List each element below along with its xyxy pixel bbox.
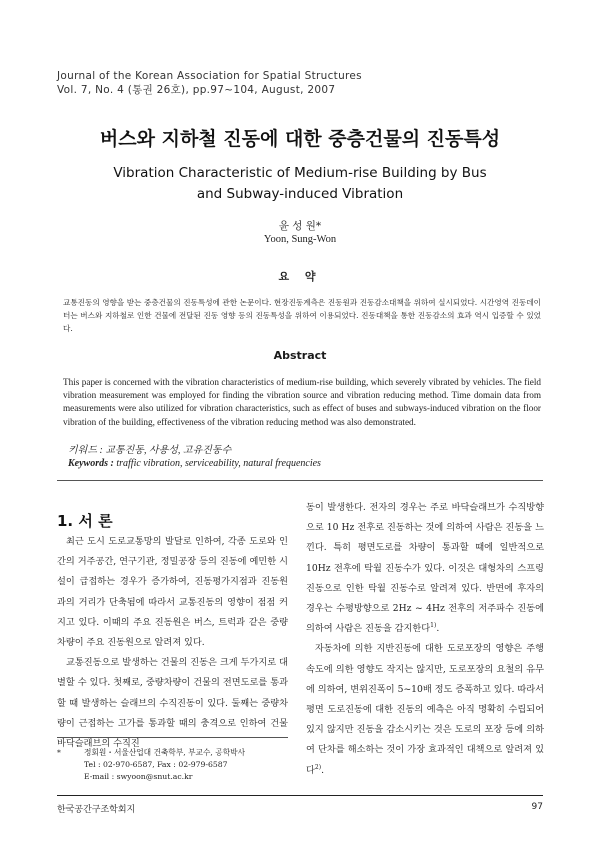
left-column xyxy=(57,532,288,754)
page-number: 97 xyxy=(531,802,543,812)
title-english-line1: Vibration Characteristic of Medium-rise Building by Bus xyxy=(113,165,487,181)
author-english: Yoon, Sung-Won xyxy=(263,234,337,245)
keywords-divider xyxy=(57,480,543,481)
right-paragraph-2 xyxy=(306,639,544,780)
journal-volume-info: Vol. 7, No. 4 (통권 26호), pp.97~104, August, 2007 xyxy=(57,84,336,96)
right-paragraph-2-end: . xyxy=(321,764,324,776)
keywords-english-values: traffic vibration, serviceability, natural frequencies xyxy=(116,458,321,469)
footnote-phone: Tel : 02-970-6587, Fax : 02-979-6587 xyxy=(84,759,228,769)
left-paragraph-1: 최근 도시 도로교통망의 발달로 인하여, 각종 도로와 인간의 거주공간, 연구기관, 정밀공장 등의 진동에 예민한 시설이 급접하는 경우가 증가하여, 진동평가지점과 진동원 과의 거리가 단축됨에 따라서 교통진동의 영향이 점점 커지고 있다. 이때의 주요 진동원은 버스, 트럭과 같은 중량차량이 주요 진동원으로 알려져 있다. xyxy=(57,536,288,649)
abstract-korean-text: 교통진동의 영향을 받는 중층건물의 진동특성에 관한 논문이다. 현장진동계측은 진동원과 진동감소대책을 위하여 실시되었다. 시간영역 진동데이터는 버스와 지하철로 인한 건물에 전달된 진동 영향 등의 진동특성을 위하여 이용되었다. 진동대책을 통한 진동감소의 효과 역시 입증할 수 있었다. xyxy=(63,298,541,333)
reference-marker-1: 1) xyxy=(430,622,437,630)
left-paragraph-2: 교통진동으로 발생하는 건물의 진동은 크게 두가지로 대별할 수 있다. 첫째로, 중량차량이 건물의 전면도로를 통과할 때 발생하는 슬래브의 수직진동이 있다. 둘째는 중량차량이 근접하는 고가를 통과할 때의 충격으로 인하여 건물바닥슬래브의 수직진 xyxy=(57,657,288,750)
footnote-affiliation: 정회원・서울산업대 건축학부, 부교수, 공학박사 xyxy=(84,748,246,757)
right-paragraph-1-end: . xyxy=(436,623,440,635)
abstract-english-text: This paper is concerned with the vibration characteristics of medium-rise building, which severely vibrated by vehicles. The field vibration measurement was employed for finding the vibration source and vibration reducing method. Time domain data from measurements were also utilized for vibration characteristics, such as effect of buses and subways-induced vibration on the floor vibration of the building, effectiveness of the vibration reducing method was also demonstrated. xyxy=(63,377,541,427)
title-english-line2: and Subway-induced Vibration xyxy=(196,186,404,202)
keywords-korean-values: 교통진동, 사용성, 고유진동수 xyxy=(105,445,232,456)
abstract-korean-heading: 요 약 xyxy=(278,270,322,283)
footnote-marker: * xyxy=(57,748,61,757)
right-paragraph-2-text: 자동차에 의한 지반진동에 대한 도로포장의 영향은 주행속도에 의한 영향도 작지는 않지만, 도로포장의 요철의 유무에 의하여, 변위진폭이 5~10배 정도 증폭하고 있다. 따라서 평면 도로진동에 대한 진동의 예측은 아직 명확히 수립되어 있지 않지만 진동을 감소시키는 것은 도로의 포장 등에 의하여 단차를 해소하는 것이 가장 효과적인 대책으로 알려져 있다 xyxy=(306,643,544,776)
right-column xyxy=(306,498,544,781)
footnote-divider xyxy=(57,737,288,738)
footnote-email: E-mail : swyoon@snut.ac.kr xyxy=(84,771,193,781)
journal-header xyxy=(57,69,362,97)
section-1-heading: 1. 서 론 xyxy=(57,512,113,530)
keywords-english-label: Keywords : xyxy=(68,458,114,469)
keywords-english xyxy=(68,458,321,469)
footnote-lines xyxy=(84,747,245,782)
title-korean: 버스와 지하철 진동에 대한 중층건물의 진동특성 xyxy=(99,128,501,150)
author-korean: 윤 성 원* xyxy=(278,220,322,232)
footer-divider xyxy=(57,795,543,796)
footer-journal-name: 한국공간구조학회지 xyxy=(57,805,136,815)
abstract-english-heading: Abstract xyxy=(273,349,327,362)
right-paragraph-1 xyxy=(306,498,544,639)
keywords-korean-label: 키워드 : xyxy=(68,445,103,456)
right-paragraph-1-text: 동이 발생한다. 전자의 경우는 주로 바닥슬래브가 수직방향으로 10 Hz 전후로 진동하는 것에 의하여 사람은 진동을 느낀다. 특히 평면도로를 차량이 통과할 때에 일반적으로 10Hz 전후에 탁월 진동수가 있다. 이것은 대형차의 스프링진동으로 인한 탁월 진동수로 알려져 있다. 반면에 후자의 경우는 수평방향으로 2Hz ~ 4Hz 전후의 저주파수 진동에 의하여 사람은 진동을 감지한다 xyxy=(306,502,544,635)
reference-marker-2: 2) xyxy=(314,763,322,771)
title-english xyxy=(0,163,600,205)
keywords-korean xyxy=(68,441,231,456)
journal-name: Journal of the Korean Association for Spatial Structures xyxy=(57,70,362,82)
